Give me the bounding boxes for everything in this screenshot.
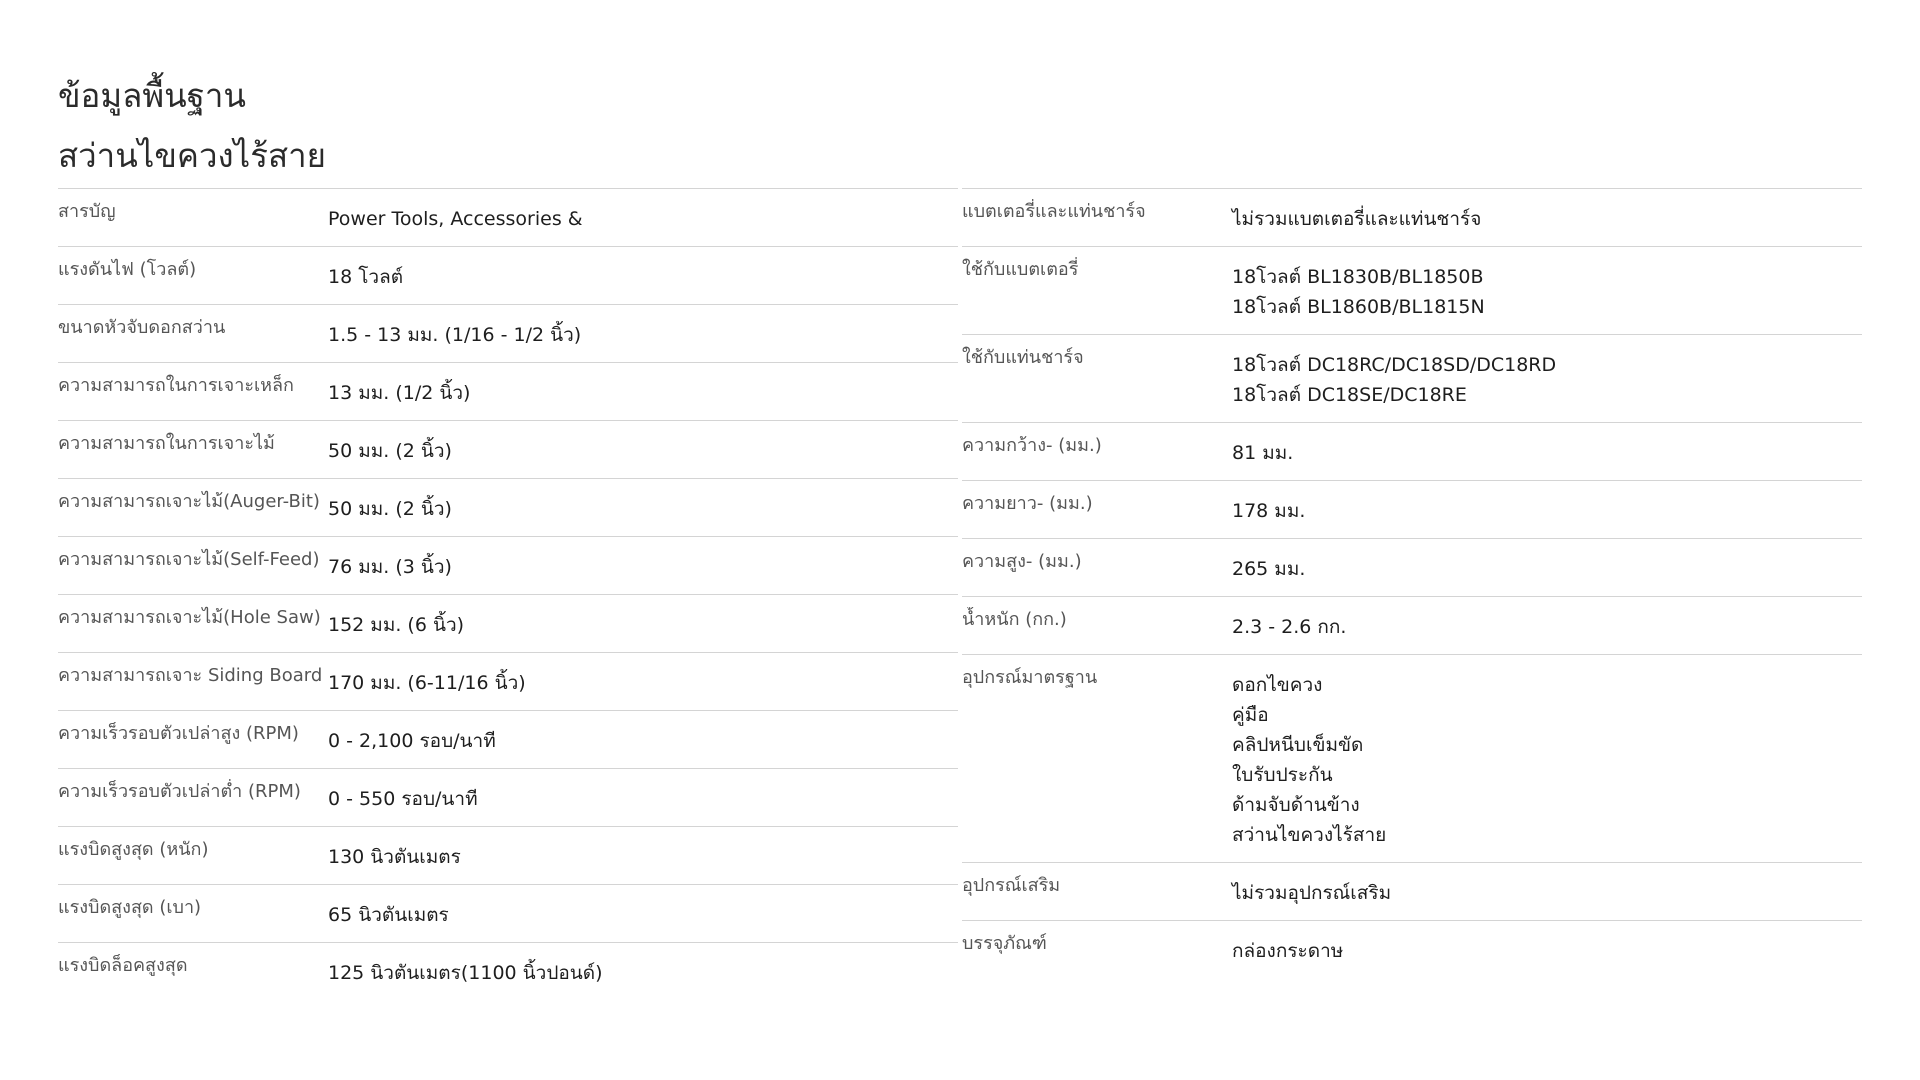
spec-value: 125 นิวตันเมตร(1100 นิ้วปอนด์)	[328, 962, 603, 984]
spec-label: แรงบิดล็อคสูงสุด	[58, 955, 188, 976]
spec-label: ความสามารถเจาะ Siding Board	[58, 665, 323, 686]
spec-value: ด้ามจับด้านข้าง	[1232, 794, 1360, 816]
spec-value: 50 มม. (2 นิ้ว)	[328, 440, 452, 462]
spec-label: ความกว้าง- (มม.)	[962, 435, 1102, 456]
spec-value: 0 - 2,100 รอบ/นาที	[328, 730, 496, 752]
spec-values	[1232, 665, 1862, 850]
spec-label: น้ำหนัก (กก.)	[962, 609, 1067, 630]
spec-value: กล่องกระดาษ	[1232, 940, 1344, 962]
spec-row	[58, 594, 958, 652]
spec-label: ความเร็วรอบตัวเปล่าต่ำ (RPM)	[58, 781, 301, 802]
spec-label: ความสามารถเจาะไม้(Self-Feed)	[58, 549, 320, 570]
spec-value: 18โวลต์ DC18SE/DC18RE	[1232, 384, 1467, 406]
spec-values	[1232, 607, 1862, 642]
spec-label: แรงบิดสูงสุด (เบา)	[58, 897, 202, 918]
spec-value: 178 มม.	[1232, 500, 1306, 522]
spec-label: แรงบิดสูงสุด (หนัก)	[58, 839, 209, 860]
spec-row	[962, 188, 1862, 246]
spec-value: 18 โวลต์	[328, 266, 404, 288]
spec-values	[1232, 931, 1862, 966]
spec-values	[1232, 257, 1862, 322]
spec-value: 265 มม.	[1232, 558, 1306, 580]
spec-row	[58, 536, 958, 594]
spec-row	[58, 942, 958, 1000]
spec-values	[328, 373, 958, 408]
spec-values	[1232, 491, 1862, 526]
spec-label: อุปกรณ์มาตรฐาน	[962, 667, 1098, 688]
spec-value: 130 นิวตันเมตร	[328, 846, 461, 868]
spec-row	[58, 768, 958, 826]
spec-row	[58, 304, 958, 362]
spec-value: 170 มม. (6-11/16 นิ้ว)	[328, 672, 526, 694]
spec-row	[962, 862, 1862, 920]
spec-label: อุปกรณ์เสริม	[962, 875, 1061, 896]
spec-value: 81 มม.	[1232, 442, 1294, 464]
spec-label: ใช้กับแท่นชาร์จ	[962, 347, 1084, 368]
spec-row	[962, 920, 1862, 978]
spec-value: 18โวลต์ DC18RC/DC18SD/DC18RD	[1232, 354, 1557, 376]
spec-label: ความสูง- (มม.)	[962, 551, 1082, 572]
spec-row	[58, 478, 958, 536]
spec-label: ความสามารถเจาะไม้(Hole Saw)	[58, 607, 321, 628]
spec-values	[328, 257, 958, 292]
spec-row	[58, 362, 958, 420]
spec-values	[1232, 873, 1862, 908]
spec-value: 65 นิวตันเมตร	[328, 904, 449, 926]
spec-label: ความสามารถในการเจาะไม้	[58, 433, 275, 454]
spec-values	[328, 895, 958, 930]
spec-label: ความสามารถในการเจาะเหล็ก	[58, 375, 294, 396]
spec-value: 50 มม. (2 นิ้ว)	[328, 498, 452, 520]
product-title: สว่านไขควงไร้สาย	[58, 136, 326, 175]
spec-row	[962, 334, 1862, 422]
spec-value: ดอกไขควง	[1232, 674, 1323, 696]
spec-row	[962, 654, 1862, 862]
spec-label: แรงดันไฟ (โวลต์)	[58, 259, 197, 280]
spec-values	[328, 547, 958, 582]
spec-values	[328, 663, 958, 698]
spec-row	[962, 596, 1862, 654]
spec-label: ความยาว- (มม.)	[962, 493, 1093, 514]
spec-row	[58, 246, 958, 304]
spec-values	[328, 431, 958, 466]
spec-values	[328, 605, 958, 640]
spec-row	[58, 188, 958, 246]
spec-value: 152 มม. (6 นิ้ว)	[328, 614, 465, 636]
spec-value: คู่มือ	[1232, 704, 1269, 726]
spec-label: ใช้กับแบตเตอรี่	[962, 259, 1079, 280]
spec-values	[1232, 345, 1862, 410]
spec-values	[328, 837, 958, 872]
spec-row	[58, 652, 958, 710]
spec-value: ไม่รวมอุปกรณ์เสริม	[1232, 882, 1392, 904]
spec-value: 1.5 - 13 มม. (1/16 - 1/2 นิ้ว)	[328, 324, 582, 346]
spec-value: ใบรับประกัน	[1232, 764, 1333, 786]
spec-row	[962, 422, 1862, 480]
spec-label: แบตเตอรี่และแท่นชาร์จ	[962, 201, 1146, 222]
spec-values	[328, 953, 958, 988]
spec-value: ไม่รวมแบตเตอรี่และแท่นชาร์จ	[1232, 208, 1482, 230]
spec-values	[1232, 549, 1862, 584]
spec-value: คลิปหนีบเข็มขัด	[1232, 734, 1364, 756]
spec-values	[328, 779, 958, 814]
spec-row	[962, 538, 1862, 596]
spec-value: สว่านไขควงไร้สาย	[1232, 824, 1387, 846]
spec-values	[1232, 433, 1862, 468]
spec-table-left	[58, 188, 958, 1000]
spec-value: 18โวลต์ BL1830B/BL1850B	[1232, 266, 1484, 288]
spec-row	[58, 884, 958, 942]
spec-row	[962, 246, 1862, 334]
spec-values	[328, 489, 958, 524]
spec-columns	[58, 188, 1862, 1000]
spec-value: Power Tools, Accessories &	[328, 208, 583, 230]
spec-row	[58, 710, 958, 768]
spec-table-right	[962, 188, 1862, 1000]
spec-values	[328, 721, 958, 756]
spec-value: 0 - 550 รอบ/นาที	[328, 788, 478, 810]
spec-values	[328, 315, 958, 350]
spec-label: ความเร็วรอบตัวเปล่าสูง (RPM)	[58, 723, 299, 744]
spec-row	[58, 826, 958, 884]
spec-value: 2.3 - 2.6 กก.	[1232, 616, 1347, 638]
spec-row	[58, 420, 958, 478]
spec-label: สารบัญ	[58, 201, 116, 222]
spec-label: ความสามารถเจาะไม้(Auger-Bit)	[58, 491, 320, 512]
spec-value: 76 มม. (3 นิ้ว)	[328, 556, 452, 578]
spec-values	[328, 199, 958, 234]
spec-row	[962, 480, 1862, 538]
spec-values	[1232, 199, 1862, 234]
spec-value: 13 มม. (1/2 นิ้ว)	[328, 382, 471, 404]
spec-label: บรรจุภัณฑ์	[962, 933, 1047, 954]
page-title: ข้อมูลพื้นฐาน	[58, 76, 246, 115]
spec-value: 18โวลต์ BL1860B/BL1815N	[1232, 296, 1485, 318]
spec-label: ขนาดหัวจับดอกสว่าน	[58, 317, 226, 338]
